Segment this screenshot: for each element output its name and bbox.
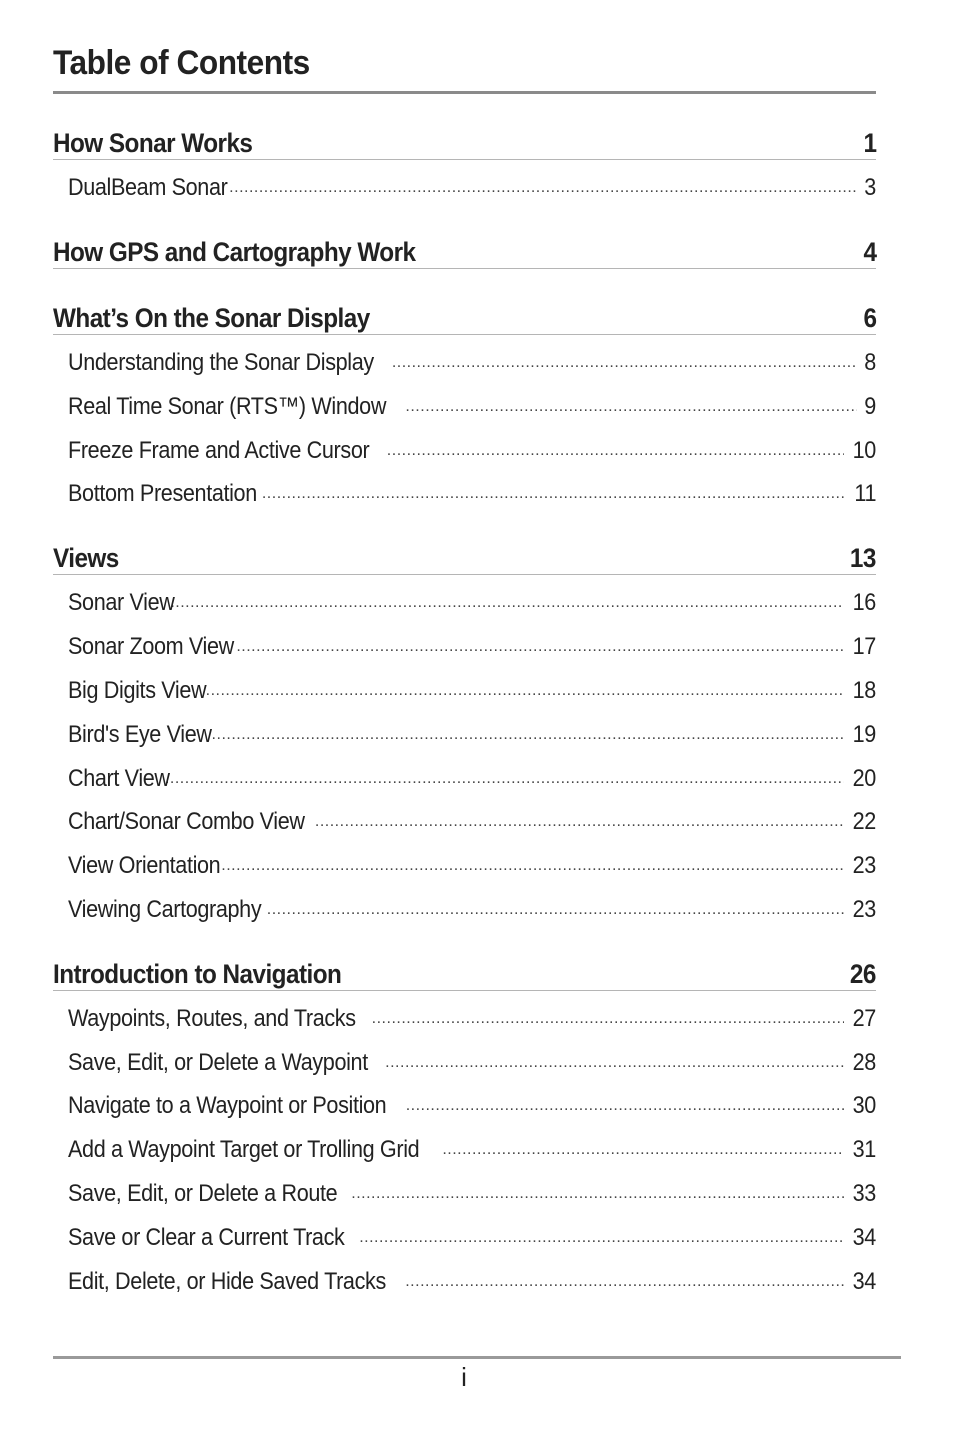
toc-section[interactable] <box>53 956 876 991</box>
dot-leader <box>212 726 845 744</box>
entry-page: 11 <box>854 480 876 507</box>
dot-leader <box>359 1229 844 1247</box>
entry-page: 28 <box>852 1049 876 1076</box>
entry-page: 9 <box>864 393 876 420</box>
dot-leader <box>372 1010 844 1028</box>
dot-leader <box>392 354 857 372</box>
section-page: 13 <box>850 543 876 573</box>
toc-entry[interactable] <box>68 894 876 924</box>
dot-leader <box>405 1273 844 1291</box>
dot-leader <box>315 813 844 831</box>
entry-title: Save, Edit, or Delete a Route <box>68 1180 338 1207</box>
section-title: What’s On the Sonar Display <box>53 303 370 333</box>
entry-page: 30 <box>852 1092 876 1119</box>
dot-leader <box>229 179 857 197</box>
toc-entry[interactable] <box>68 1047 876 1077</box>
entry-page: 3 <box>864 174 876 201</box>
dot-leader <box>165 770 844 788</box>
entry-page: 22 <box>852 808 876 835</box>
toc-entry[interactable] <box>68 719 876 749</box>
entry-page: 23 <box>852 852 876 879</box>
dot-leader <box>387 442 844 460</box>
toc-section[interactable] <box>53 300 876 335</box>
toc-entry[interactable] <box>68 391 876 421</box>
entry-title: Bottom Presentation <box>68 480 257 507</box>
toc-entry[interactable] <box>68 347 876 377</box>
section-page: 4 <box>863 237 876 267</box>
entry-page: 34 <box>852 1268 876 1295</box>
footer-divider <box>53 1356 901 1359</box>
toc-section[interactable] <box>53 540 876 575</box>
toc-entry[interactable] <box>68 675 876 705</box>
dot-leader <box>206 682 844 700</box>
dot-leader <box>170 594 844 612</box>
toc-entry[interactable] <box>68 1178 876 1208</box>
dot-leader <box>351 1185 844 1203</box>
section-page: 26 <box>850 959 876 989</box>
entry-title: DualBeam Sonar <box>68 174 228 201</box>
dot-leader <box>405 398 857 416</box>
toc-entry[interactable] <box>68 631 876 661</box>
section-title: How Sonar Works <box>53 128 253 158</box>
entry-title: Waypoints, Routes, and Tracks <box>68 1005 356 1032</box>
entry-title: Sonar Zoom View <box>68 633 234 660</box>
entry-page: 20 <box>852 765 876 792</box>
section-page: 1 <box>863 128 876 158</box>
entry-title: Save or Clear a Current Track <box>68 1224 345 1251</box>
entry-page: 18 <box>852 677 876 704</box>
entry-page: 34 <box>852 1224 876 1251</box>
dot-leader <box>442 1141 844 1159</box>
toc-entry[interactable] <box>68 1266 876 1296</box>
toc-section[interactable] <box>53 125 876 160</box>
entry-title: Big Digits View <box>68 677 207 704</box>
entry-page: 31 <box>852 1136 876 1163</box>
title-divider <box>53 91 876 94</box>
page-number: i <box>461 1362 467 1392</box>
toc-entry[interactable] <box>68 587 876 617</box>
toc-section[interactable] <box>53 234 876 269</box>
entry-title: Add a Waypoint Target or Trolling Grid <box>68 1136 420 1163</box>
toc-entry[interactable] <box>68 435 876 465</box>
section-title: How GPS and Cartography Work <box>53 237 416 267</box>
entry-title: Save, Edit, or Delete a Waypoint <box>68 1049 368 1076</box>
entry-page: 10 <box>852 437 876 464</box>
toc-entry[interactable] <box>68 1090 876 1120</box>
dot-leader <box>267 901 844 919</box>
entry-page: 19 <box>852 721 876 748</box>
entry-title: Edit, Delete, or Hide Saved Tracks <box>68 1268 386 1295</box>
entry-title: Understanding the Sonar Display <box>68 349 374 376</box>
toc-entry[interactable] <box>68 806 876 836</box>
entry-title: Chart/Sonar Combo View <box>68 808 305 835</box>
entry-page: 23 <box>852 896 876 923</box>
toc-entry[interactable] <box>68 1003 876 1033</box>
entry-title: Bird's Eye View <box>68 721 212 748</box>
page-title: Table of Contents <box>53 44 310 82</box>
entry-page: 27 <box>852 1005 876 1032</box>
section-page: 6 <box>863 303 876 333</box>
entry-title: Sonar View <box>68 589 175 616</box>
section-title: Views <box>53 543 119 573</box>
dot-leader <box>221 857 844 875</box>
entry-page: 8 <box>864 349 876 376</box>
toc-entry[interactable] <box>68 1222 876 1252</box>
entry-title: Navigate to a Waypoint or Position <box>68 1092 387 1119</box>
entry-title: View Orientation <box>68 852 221 879</box>
section-title: Introduction to Navigation <box>53 959 342 989</box>
entry-title: Viewing Cartography <box>68 896 262 923</box>
entry-title: Real Time Sonar (RTS™) Window <box>68 393 387 420</box>
dot-leader <box>262 485 846 503</box>
toc-entry[interactable] <box>68 478 876 508</box>
toc-entry[interactable] <box>68 1134 876 1164</box>
entry-page: 33 <box>852 1180 876 1207</box>
toc-entry[interactable] <box>68 172 876 202</box>
entry-page: 17 <box>852 633 876 660</box>
dot-leader <box>385 1054 844 1072</box>
toc-entry[interactable] <box>68 763 876 793</box>
entry-title: Freeze Frame and Active Cursor <box>68 437 370 464</box>
dot-leader <box>406 1097 844 1115</box>
toc-entry[interactable] <box>68 850 876 880</box>
entry-page: 16 <box>852 589 876 616</box>
dot-leader <box>236 638 844 656</box>
entry-title: Chart View <box>68 765 170 792</box>
